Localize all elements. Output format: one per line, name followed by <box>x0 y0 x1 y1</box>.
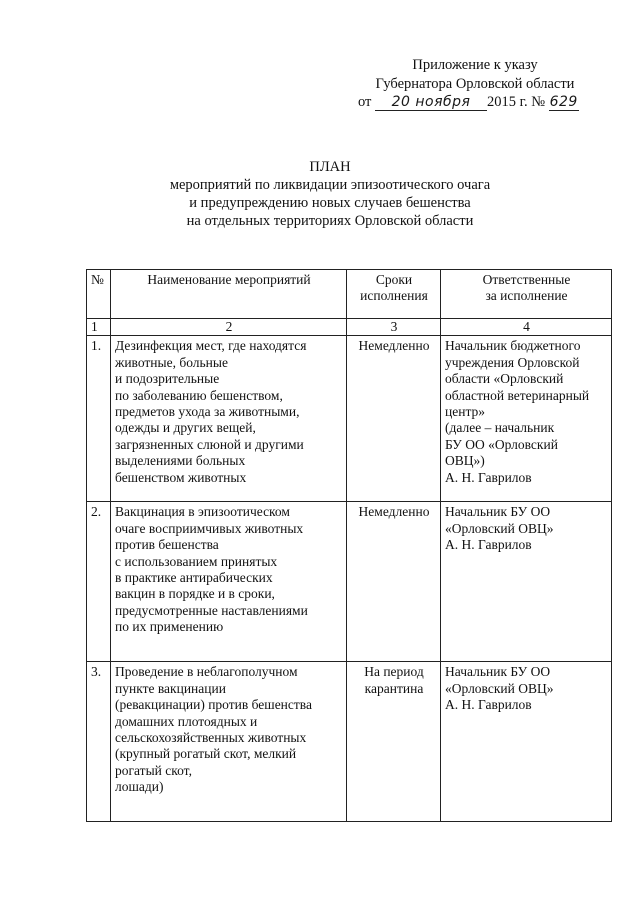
table-row <box>87 662 612 822</box>
handwritten-date: 20 ноября <box>391 94 471 110</box>
row-term: Немедленно <box>347 336 441 502</box>
row-term: Немедленно <box>347 502 441 662</box>
row-number: 1. <box>87 336 111 502</box>
appendix-from: от <box>358 94 372 110</box>
document-title <box>110 158 550 230</box>
row-name: Проведение в неблагополучном пункте вакцинации (ревакцинации) против бешенства домашних плотоядных и сельскохозяйственных животных (крупный рогатый скот, мелкий рогатый скот, лошади) <box>111 662 347 822</box>
column-index: 3 <box>347 319 441 336</box>
appendix-line-3 <box>330 93 620 112</box>
header-number: № <box>87 270 111 319</box>
row-number: 3. <box>87 662 111 822</box>
title-line-1: мероприятий по ликвидации эпизоотического очага <box>169 177 491 193</box>
table-row <box>87 502 612 662</box>
appendix-block <box>330 56 620 112</box>
row-number: 2. <box>87 502 111 662</box>
row-name: Вакцинация в эпизоотическом очаге восприимчивых животных против бешенства с использованием принятых в практике антирабических вакцин в порядке и в сроки, предусмотренные наставлениями по их применению <box>111 502 347 662</box>
row-name: Дезинфекция мест, где находятся животные, больные и подозрительные по заболеванию бешенством, предметов ухода за животными, одежды и других вещей, загрязненных слюной и другими выделениями больных бешенством животных <box>111 336 347 502</box>
title-line-3: на отдельных территориях Орловской области <box>186 213 474 229</box>
table-header-row <box>87 270 612 319</box>
appendix-line-2: Губернатора Орловской области <box>375 75 575 92</box>
header-name: Наименование мероприятий <box>111 270 347 319</box>
title-line-2: и предупреждению новых случаев бешенства <box>189 195 471 211</box>
column-index-row <box>87 319 612 336</box>
column-index: 2 <box>111 319 347 336</box>
appendix-line-1: Приложение к указу <box>412 57 538 73</box>
row-responsible: Начальник БУ ОО «Орловский ОВЦ» А. Н. Гаврилов <box>441 662 612 822</box>
header-term: Сроки исполнения <box>347 270 441 319</box>
appendix-date-field <box>375 95 487 111</box>
plan-table <box>86 269 612 822</box>
row-term: На период карантина <box>347 662 441 822</box>
row-responsible: Начальник БУ ОО «Орловский ОВЦ» А. Н. Гаврилов <box>441 502 612 662</box>
title-heading: ПЛАН <box>309 159 351 175</box>
row-responsible: Начальник бюджетного учреждения Орловской области «Орловский областной ветеринарный центр» (далее – начальник БУ ОО «Орловский ОВЦ») А. Н. Гаврилов <box>441 336 612 502</box>
appendix-year-number-label: 2015 г. № <box>487 94 546 110</box>
appendix-number-field <box>549 95 579 111</box>
column-index: 4 <box>441 319 612 336</box>
table-row <box>87 336 612 502</box>
column-index: 1 <box>87 319 111 336</box>
header-responsible: Ответственные за исполнение <box>441 270 612 319</box>
handwritten-number: 629 <box>549 94 578 110</box>
